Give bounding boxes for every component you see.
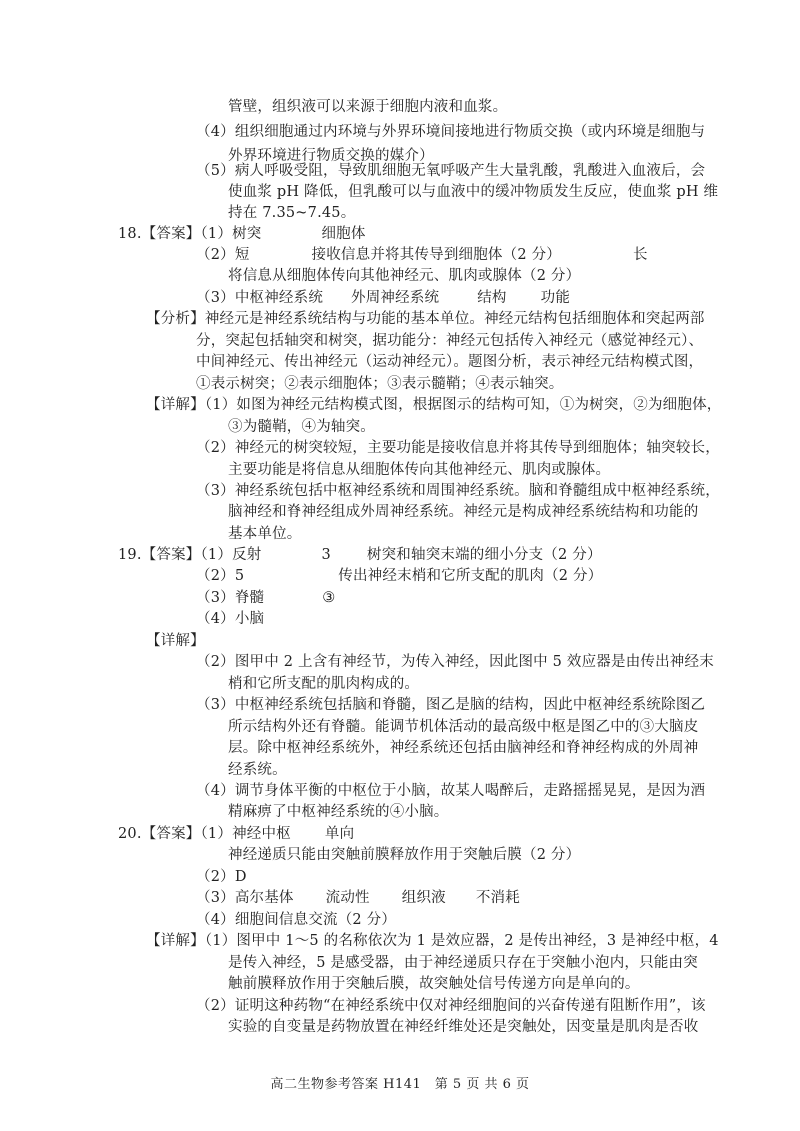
item-index: （2） (196, 247, 235, 263)
text-line: 经系统。 (228, 762, 287, 778)
answer-term: 传出神经末梢和它所支配的肌肉（2 分） (338, 568, 603, 584)
q18-answer-row2 (196, 245, 648, 265)
answer-term: 组织液 (401, 890, 446, 906)
item-index: （4） (196, 912, 235, 928)
text-line: （4）调节身体平衡的中枢位于小脑，故某人喝醉后，走路摇摇晃晃，是因为酒 (196, 783, 706, 799)
detail-line (146, 395, 722, 415)
answer-term: 小脑 (234, 611, 265, 627)
q19-answer-row2 (196, 566, 602, 586)
text-line: 触前膜释放作用于突触后膜，故突触处信号传递方向是单向的。 (228, 976, 640, 992)
detail-text: （1）如图为神经元结构模式图，根据图示的结构可知，①为树突，②为细胞体， (204, 397, 722, 413)
text-line: （4）组织细胞通过内环境与外界环境间接地进行物质交换（或内环境是细胞与 (196, 124, 706, 140)
answer-term: ③ (322, 590, 336, 606)
item-index: （2） (196, 568, 235, 584)
answer-term: 树突和轴突末端的细小分支（2 分） (366, 547, 602, 563)
q20-answer-row3 (196, 888, 520, 908)
item-index: （2） (196, 869, 235, 885)
answer-term: 结构 (477, 290, 507, 306)
answer-term: 短 (234, 247, 250, 263)
item-index: （1） (200, 547, 233, 563)
answer-term: 反射 (232, 547, 262, 563)
detail-label: 【详解】 (146, 933, 205, 949)
answer-term: 细胞间信息交流（2 分） (234, 912, 397, 928)
analysis-label: 【分析】 (146, 311, 205, 327)
text-line: （2）证明这种药物“在神经系统中仅对神经细胞间的兴奋传递有阻断作用”，该 (196, 998, 706, 1014)
text-line: 管壁，组织液可以来源于细胞内液和血浆。 (228, 99, 508, 115)
text-line: （3）中枢神经系统包括脑和脊髓，图乙是脑的结构，因此中枢神经系统除图乙 (196, 697, 706, 713)
answer-term: 树突 (232, 226, 262, 242)
answer-term: 单向 (324, 826, 355, 842)
text-line: 梢和它所支配的肌肉构成的。 (228, 676, 420, 692)
text-line: 层。除中枢神经系统外，神经系统还包括由脑神经和脊神经构成的外周神 (228, 740, 699, 756)
q20-answer-row4 (196, 910, 396, 930)
analysis-text: 神经元是神经系统结构与功能的基本单位。神经元结构包括细胞体和突起两部 (204, 311, 705, 327)
text-line: 分，突起包括轴突和树突，据功能分：神经元包括传入神经元（感觉神经元）、 (196, 333, 704, 349)
text-line: 是传入神经，5 是感受器，由于神经递质只存在于突触小泡内，只能由突 (228, 955, 698, 971)
text-line: 基本单位。 (228, 526, 302, 542)
question-number: 18. (118, 226, 142, 242)
text-line: 持在 7.35~7.45。 (228, 205, 356, 221)
answer-term: 脊髓 (234, 590, 265, 606)
text-line: （3）神经系统包括中枢神经系统和周围神经系统。脑和脊髓组成中枢神经系统， (196, 483, 720, 499)
answer-term: 神经中枢 (232, 826, 291, 842)
answer-label: 【答案】 (141, 547, 201, 563)
item-index: （4） (196, 611, 235, 627)
text-line: 主要功能是将信息从细胞体传向其他神经元、肌肉或腺体。 (228, 462, 611, 478)
answer-term: 5 (234, 568, 245, 584)
answer-term: D (234, 869, 247, 885)
detail-label: 【详解】 (146, 633, 205, 649)
answer-term: 长 (632, 247, 648, 263)
item-index: （3） (196, 890, 235, 906)
text-line: 外界环境进行物质交换的媒介） (228, 148, 434, 164)
item-index: （1） (200, 226, 233, 242)
answer-term: 细胞体 (321, 226, 366, 242)
q20-answer-row1 (118, 824, 354, 844)
answer-term: 流动性 (325, 890, 370, 906)
answer-term: 3 (321, 547, 331, 563)
q19-answer-row1 (118, 545, 602, 565)
detail-text: （1）图甲中 1～5 的名称依次为 1 是效应器，2 是传出神经，3 是神经中枢，4 (204, 933, 719, 949)
detail-line (146, 931, 719, 951)
item-index: （3） (196, 590, 235, 606)
q18-answer-row1 (118, 224, 366, 244)
text-line: 精麻痹了中枢神经系统的④小脑。 (228, 804, 449, 820)
page-footer: 高二生物参考答案 H141 第 5 页 共 6 页 (270, 1077, 530, 1092)
text-line: （2）图甲中 2 上含有神经节，为传入神经，因此图中 5 效应器是由传出神经末 (196, 654, 714, 670)
answer-label: 【答案】 (141, 826, 201, 842)
answer-term: 高尔基体 (234, 890, 294, 906)
question-number: 20. (118, 826, 142, 842)
text-line: 使血浆 pH 降低，但乳酸可以与血液中的缓冲物质发生反应，使血浆 pH 维 (228, 184, 719, 200)
analysis-line (146, 309, 705, 329)
answer-label: 【答案】 (141, 226, 201, 242)
text-line: 所示结构外还有脊髓。能调节机体活动的最高级中枢是图乙中的③大脑皮 (228, 719, 699, 735)
item-index: （1） (200, 826, 233, 842)
text-line: 将信息从细胞体传向其他神经元、肌肉或腺体（2 分） (228, 268, 581, 284)
q20-answer-row2 (196, 867, 247, 887)
answer-term: 功能 (540, 290, 571, 306)
text-line: （5）病人呼吸受阻，导致肌细胞无氧呼吸产生大量乳酸，乳酸进入血液后，会 (196, 163, 706, 179)
text-line: （2）神经元的树突较短，主要功能是接收信息并将其传导到细胞体；轴突较长， (196, 440, 720, 456)
answer-term: 外周神经系统 (351, 290, 440, 306)
question-number: 19. (118, 547, 142, 563)
answer-term: 中枢神经系统 (234, 290, 324, 306)
text-line: ③为髓鞘，④为轴突。 (228, 419, 375, 435)
q18-answer-row3 (196, 288, 570, 308)
q19-answer-row4 (196, 609, 264, 629)
answer-term: 不消耗 (475, 890, 520, 906)
text-line: 脑神经和脊神经组成外周神经系统。神经元是构成神经系统结构和功能的 (228, 504, 699, 520)
text-line: 实验的自变量是药物放置在神经纤维处还是突触处，因变量是肌肉是否收 (228, 1019, 699, 1035)
answer-term: 接收信息并将其传导到细胞体（2 分） (311, 247, 561, 263)
text-line: 神经递质只能由突触前膜释放作用于突触后膜（2 分） (228, 847, 581, 863)
item-index: （3） (196, 290, 235, 306)
detail-label: 【详解】 (146, 397, 205, 413)
text-line: ①表示树突；②表示细胞体；③表示髓鞘；④表示轴突。 (196, 376, 564, 392)
q19-answer-row3 (196, 588, 335, 608)
text-line: 中间神经元、传出神经元（运动神经元）。题图分析，表示神经元结构模式图， (196, 354, 704, 370)
